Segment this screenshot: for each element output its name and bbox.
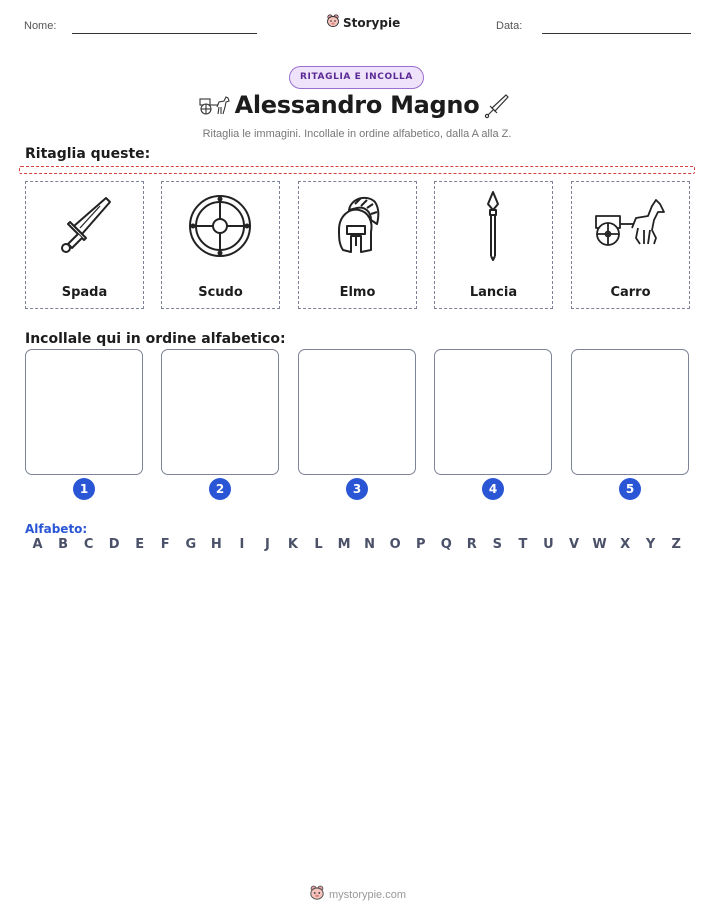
alphabet-letter: L xyxy=(314,537,323,552)
card-label: Spada xyxy=(61,285,108,300)
cut-section-label: Ritaglia queste: xyxy=(25,146,151,162)
card-label: Lancia xyxy=(469,285,518,300)
paste-slot-2[interactable] xyxy=(161,349,279,475)
alphabet-letter: A xyxy=(32,537,43,552)
helmet-icon xyxy=(321,190,393,262)
alphabet-letter: M xyxy=(337,537,351,552)
alphabet-letter: P xyxy=(415,537,426,552)
page-title: Alessandro Magno xyxy=(234,91,480,119)
alphabet-letter: O xyxy=(389,537,401,552)
alphabet-row xyxy=(25,537,689,552)
alphabet-letter: X xyxy=(620,537,631,552)
alphabet-letter: F xyxy=(160,537,170,552)
alphabet-letter: B xyxy=(58,537,68,552)
alphabet-letter: D xyxy=(108,537,120,552)
date-label: Data: xyxy=(496,20,523,32)
name-line[interactable] xyxy=(72,33,257,34)
alphabet-letter: K xyxy=(287,537,298,552)
paste-slot-5[interactable] xyxy=(571,349,689,475)
storypie-mascot-icon xyxy=(326,13,340,33)
alphabet-letter: V xyxy=(568,537,580,552)
card-label: Elmo xyxy=(339,285,376,300)
alphabet-letter: Y xyxy=(645,537,656,552)
spear-icon xyxy=(457,190,529,262)
storypie-mascot-icon xyxy=(309,884,325,906)
activity-badge: RITAGLIA E INCOLLA xyxy=(289,66,424,89)
paste-slot-1[interactable] xyxy=(25,349,143,475)
alphabet-letter: G xyxy=(185,537,197,552)
footer-url[interactable]: mystorypie.com xyxy=(329,889,407,901)
paste-section-label: Incollale qui in ordine alfabetico: xyxy=(25,331,286,347)
alphabet-letter: W xyxy=(592,537,607,552)
cutout-card-scudo[interactable] xyxy=(161,181,280,309)
paste-slot-3[interactable] xyxy=(298,349,416,475)
alphabet-letter: U xyxy=(543,537,554,552)
paste-slot-4[interactable] xyxy=(434,349,552,475)
sword-icon xyxy=(483,92,511,124)
card-label: Scudo xyxy=(198,285,243,300)
alphabet-letter: H xyxy=(210,537,222,552)
instructions: Ritaglia le immagini. Incollale in ordine alfabetico, dalla A alla Z. xyxy=(202,128,512,140)
alphabet-letter: C xyxy=(83,537,94,552)
sword-icon xyxy=(48,190,120,262)
shield-icon xyxy=(184,190,256,262)
slot-number-badge: 5 xyxy=(619,478,641,500)
brand-name: Storypie xyxy=(343,16,401,30)
date-line[interactable] xyxy=(542,33,691,34)
cutout-card-lancia[interactable] xyxy=(434,181,553,309)
name-label: Nome: xyxy=(24,20,57,32)
cutout-card-carro[interactable] xyxy=(571,181,690,309)
alphabet-letter: I xyxy=(239,537,245,552)
alphabet-letter: N xyxy=(364,537,376,552)
alphabet-letter: Q xyxy=(440,537,452,552)
slot-number-badge: 2 xyxy=(209,478,231,500)
alphabet-letter: Z xyxy=(671,537,681,552)
slot-number-badge: 4 xyxy=(482,478,504,500)
alphabet-letter: E xyxy=(135,537,145,552)
alphabet-letter: R xyxy=(466,537,477,552)
alphabet-letter: J xyxy=(265,537,270,552)
cut-line xyxy=(19,166,695,174)
slot-number-badge: 1 xyxy=(73,478,95,500)
slot-number-badge: 3 xyxy=(346,478,368,500)
cutout-card-elmo[interactable] xyxy=(298,181,417,309)
card-label: Carro xyxy=(610,285,651,300)
brand-logo xyxy=(326,13,400,33)
cutout-card-spada[interactable] xyxy=(25,181,144,309)
alphabet-letter: T xyxy=(518,537,528,552)
alphabet-letter: S xyxy=(492,537,503,552)
alphabet-label: Alfabeto: xyxy=(25,522,88,536)
footer xyxy=(309,884,406,906)
chariot-icon xyxy=(592,190,668,262)
